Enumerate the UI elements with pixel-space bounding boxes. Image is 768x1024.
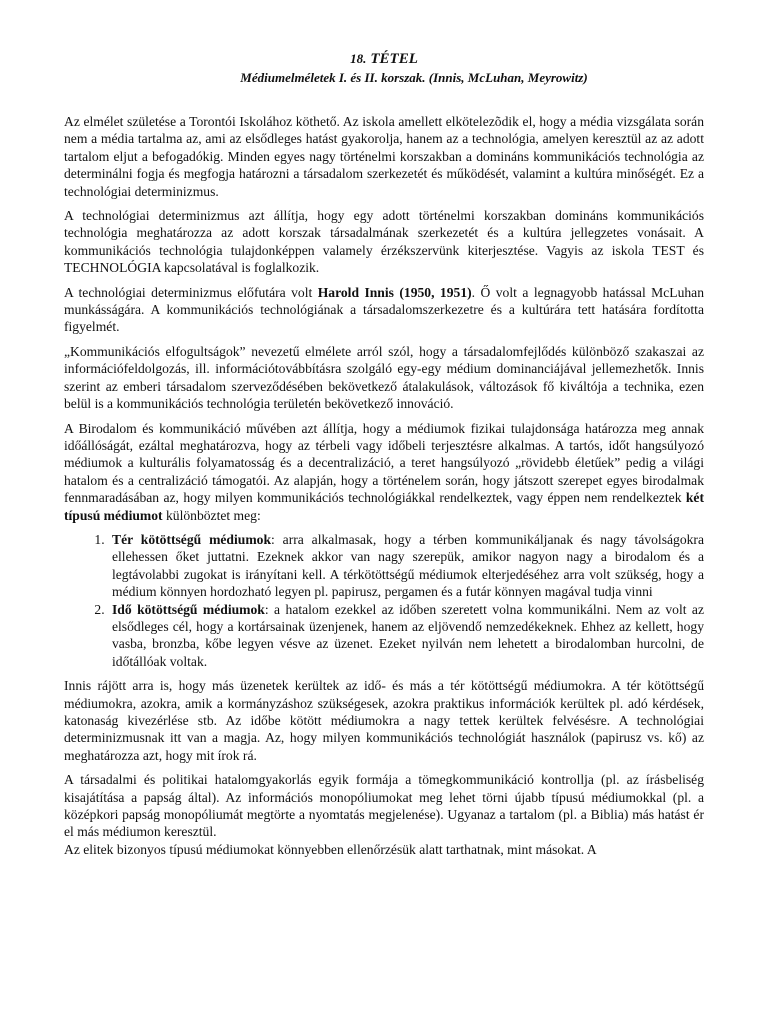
- list-item-term: Idő kötöttségű médiumok: [112, 601, 265, 617]
- paragraph-empire: [64, 420, 704, 524]
- page-subtitle: Médiumelméletek I. és II. korszak. (Innis, McLuhan, Meyrowitz): [240, 70, 588, 85]
- paragraph-bias: „Kommunikációs elfogultságok” nevezetű elmélete arról szól, hogy a társadalomfejlődés különböző szakaszai az információfeldolgozás, ill. információtovábbításra szolgáló egy-egy médium dominanciájával jellemezhetők. Innis szerint az emberi társadalom szerveződésében bekövetkező átalakulások, változások fő kiváltója a technika, ezen belül is a kommunikációs technológia területén bekövetkező innováció.: [64, 343, 704, 412]
- title-word: TÉTEL: [370, 51, 418, 67]
- document-page: [64, 50, 704, 858]
- paragraph-power-continuation: Az elitek bizonyos típusú médiumokat könnyebben ellenőrzésük alatt tarthatnak, mint másokat. A: [64, 841, 597, 857]
- paragraph-innis-rest: . Ő volt a legnagyobb hatással McLuhan munkásságára. A kommunikációs technológiának a társadalomszerkezetre és a kultúrára tett hatására fordította figyelmét.: [64, 284, 705, 335]
- innis-name: Harold Innis (1950, 1951): [317, 284, 472, 300]
- media-types-term: két típusú médiumot: [64, 490, 704, 523]
- paragraph-messages: Innis rájött arra is, hogy más üzenetek kerültek az idő- és más a tér kötöttségű médiumokra. A tér kötöttségű médiumokra, azokra, amik a kormányzáshoz szükségesek, azokra praktikus információk kerültek pl. adó kérdések, katonaság kivezérlése stb. Az időbe kötött médiumokra a nagy tettek kerültek felvésésre. A technológiai determinizmusnak itt van a magja. Az, hogy milyen kommunikációs technológiát használok (papirusz vs. kő) az meghatározza azt, hogy mit írok rá.: [64, 678, 704, 763]
- list-item-text: : arra alkalmasak, hogy a térben kommunikáljanak és nagy távolságokra ellehessen őket juttatni. Ezeknek akkor van nagy szerepük, amikor nagyon nagy a birodalom és a legtávolabbi zugokat is irányítani kell. A térkötöttségű médiumok elterjedéséhez arra volt szükség, hogy a médium könnyen hordozható legyen pl. papirusz, pergamen és a futár könnyen magával tudja vinni: [112, 531, 704, 600]
- paragraph-empire-text: A Birodalom és kommunikáció művében azt állítja, hogy a médiumok fizikai tulajdonsága határozza meg annak időállóságát, ezáltal meghatározva, hogy az térbeli vagy időbeli terjesztésre alkalmas. A tartós, időt hangsúlyozó médiumok a kulturális folyamatosság és a decentralizáció, a teret hangsúlyozó „rövidebb életűek” pedig a világi hatalom és a centralizáció támogatói. Az alapján, hogy a történelem során, hogy játszott szerepet egyes birodalmak fennmaradásában az, hogy milyen kommunikációs technológiákkal rendelkeztek, vagy éppen nem rendelkeztek: [64, 420, 704, 506]
- list-item: [108, 601, 704, 671]
- list-item: [108, 531, 704, 601]
- list-item-term: Tér kötöttségű médiumok: [112, 531, 272, 547]
- paragraph-innis-text: A technológiai determinizmus előfutára volt: [64, 284, 318, 300]
- list-item-text: : a hatalom ezekkel az időben szeretett volna kommunikálni. Nem az volt az elsődleges cél, hogy a kortársainak üzenjenek, hanem az eljövendő nemzedékeknek. Ehhez az kellett, hogy vasba, bronzba, kőbe legyen vésve az üzenet. Ezeket nyilván nem lehetett a birodalomban hurcolni, de időtállóak voltak.: [112, 601, 704, 669]
- media-types-list: [64, 531, 704, 670]
- paragraph-power: [64, 771, 704, 858]
- paragraph-empire-rest: különböztet meg:: [162, 507, 261, 523]
- document-body: [64, 113, 704, 858]
- paragraph-innis: [64, 284, 704, 336]
- paragraph-determinism: A technológiai determinizmus azt állítja, hogy egy adott történelmi korszakban domináns kommunikációs technológia meghatározza az adott korszak társadalmának szerkezetét és a kultúra jellegzetes vonásait. A kommunikációs technológia tulajdonképpen valamely érzékszervünk kiterjesztése. Vagyis az iskola TEST és TECHNOLÓGIA kapcsolatával is foglalkozik.: [64, 208, 704, 276]
- page-title: [64, 50, 704, 68]
- paragraph-intro: Az elmélet születése a Torontói Iskolához köthető. Az iskola amellett elkötelezõdik el, hogy a média vizsgálata során nem a média tartalma az, ami az elsődleges hatást gyakorolja, hanem az a technológia, amelyen keresztül az az adott tartalom eljut a befogadókig. Minden egyes nagy történelmi korszakban a domináns kommunikációs technológia az determinálni fogja és megfogja határozni a társadalom szerkezetét és működését, valamint a kultúra minőségét. Ez a technológiai determinizmus.: [64, 114, 704, 199]
- paragraph-power-text: A társadalmi és politikai hatalomgyakorlás egyik formája a tömegkommunikáció kontrollja (pl. az írásbeliség kisajátítása a papság által). Az információs monopóliumokat meg lehet törni újabb típusú médiumokkal (pl. a középkori papság monopóliumát megtörte a nyomtatás megjelenése). Ugyanaz a tartalom (pl. a Biblia) más hatást ér el más médiumon keresztül.: [64, 772, 704, 840]
- title-number: 18.: [350, 51, 367, 66]
